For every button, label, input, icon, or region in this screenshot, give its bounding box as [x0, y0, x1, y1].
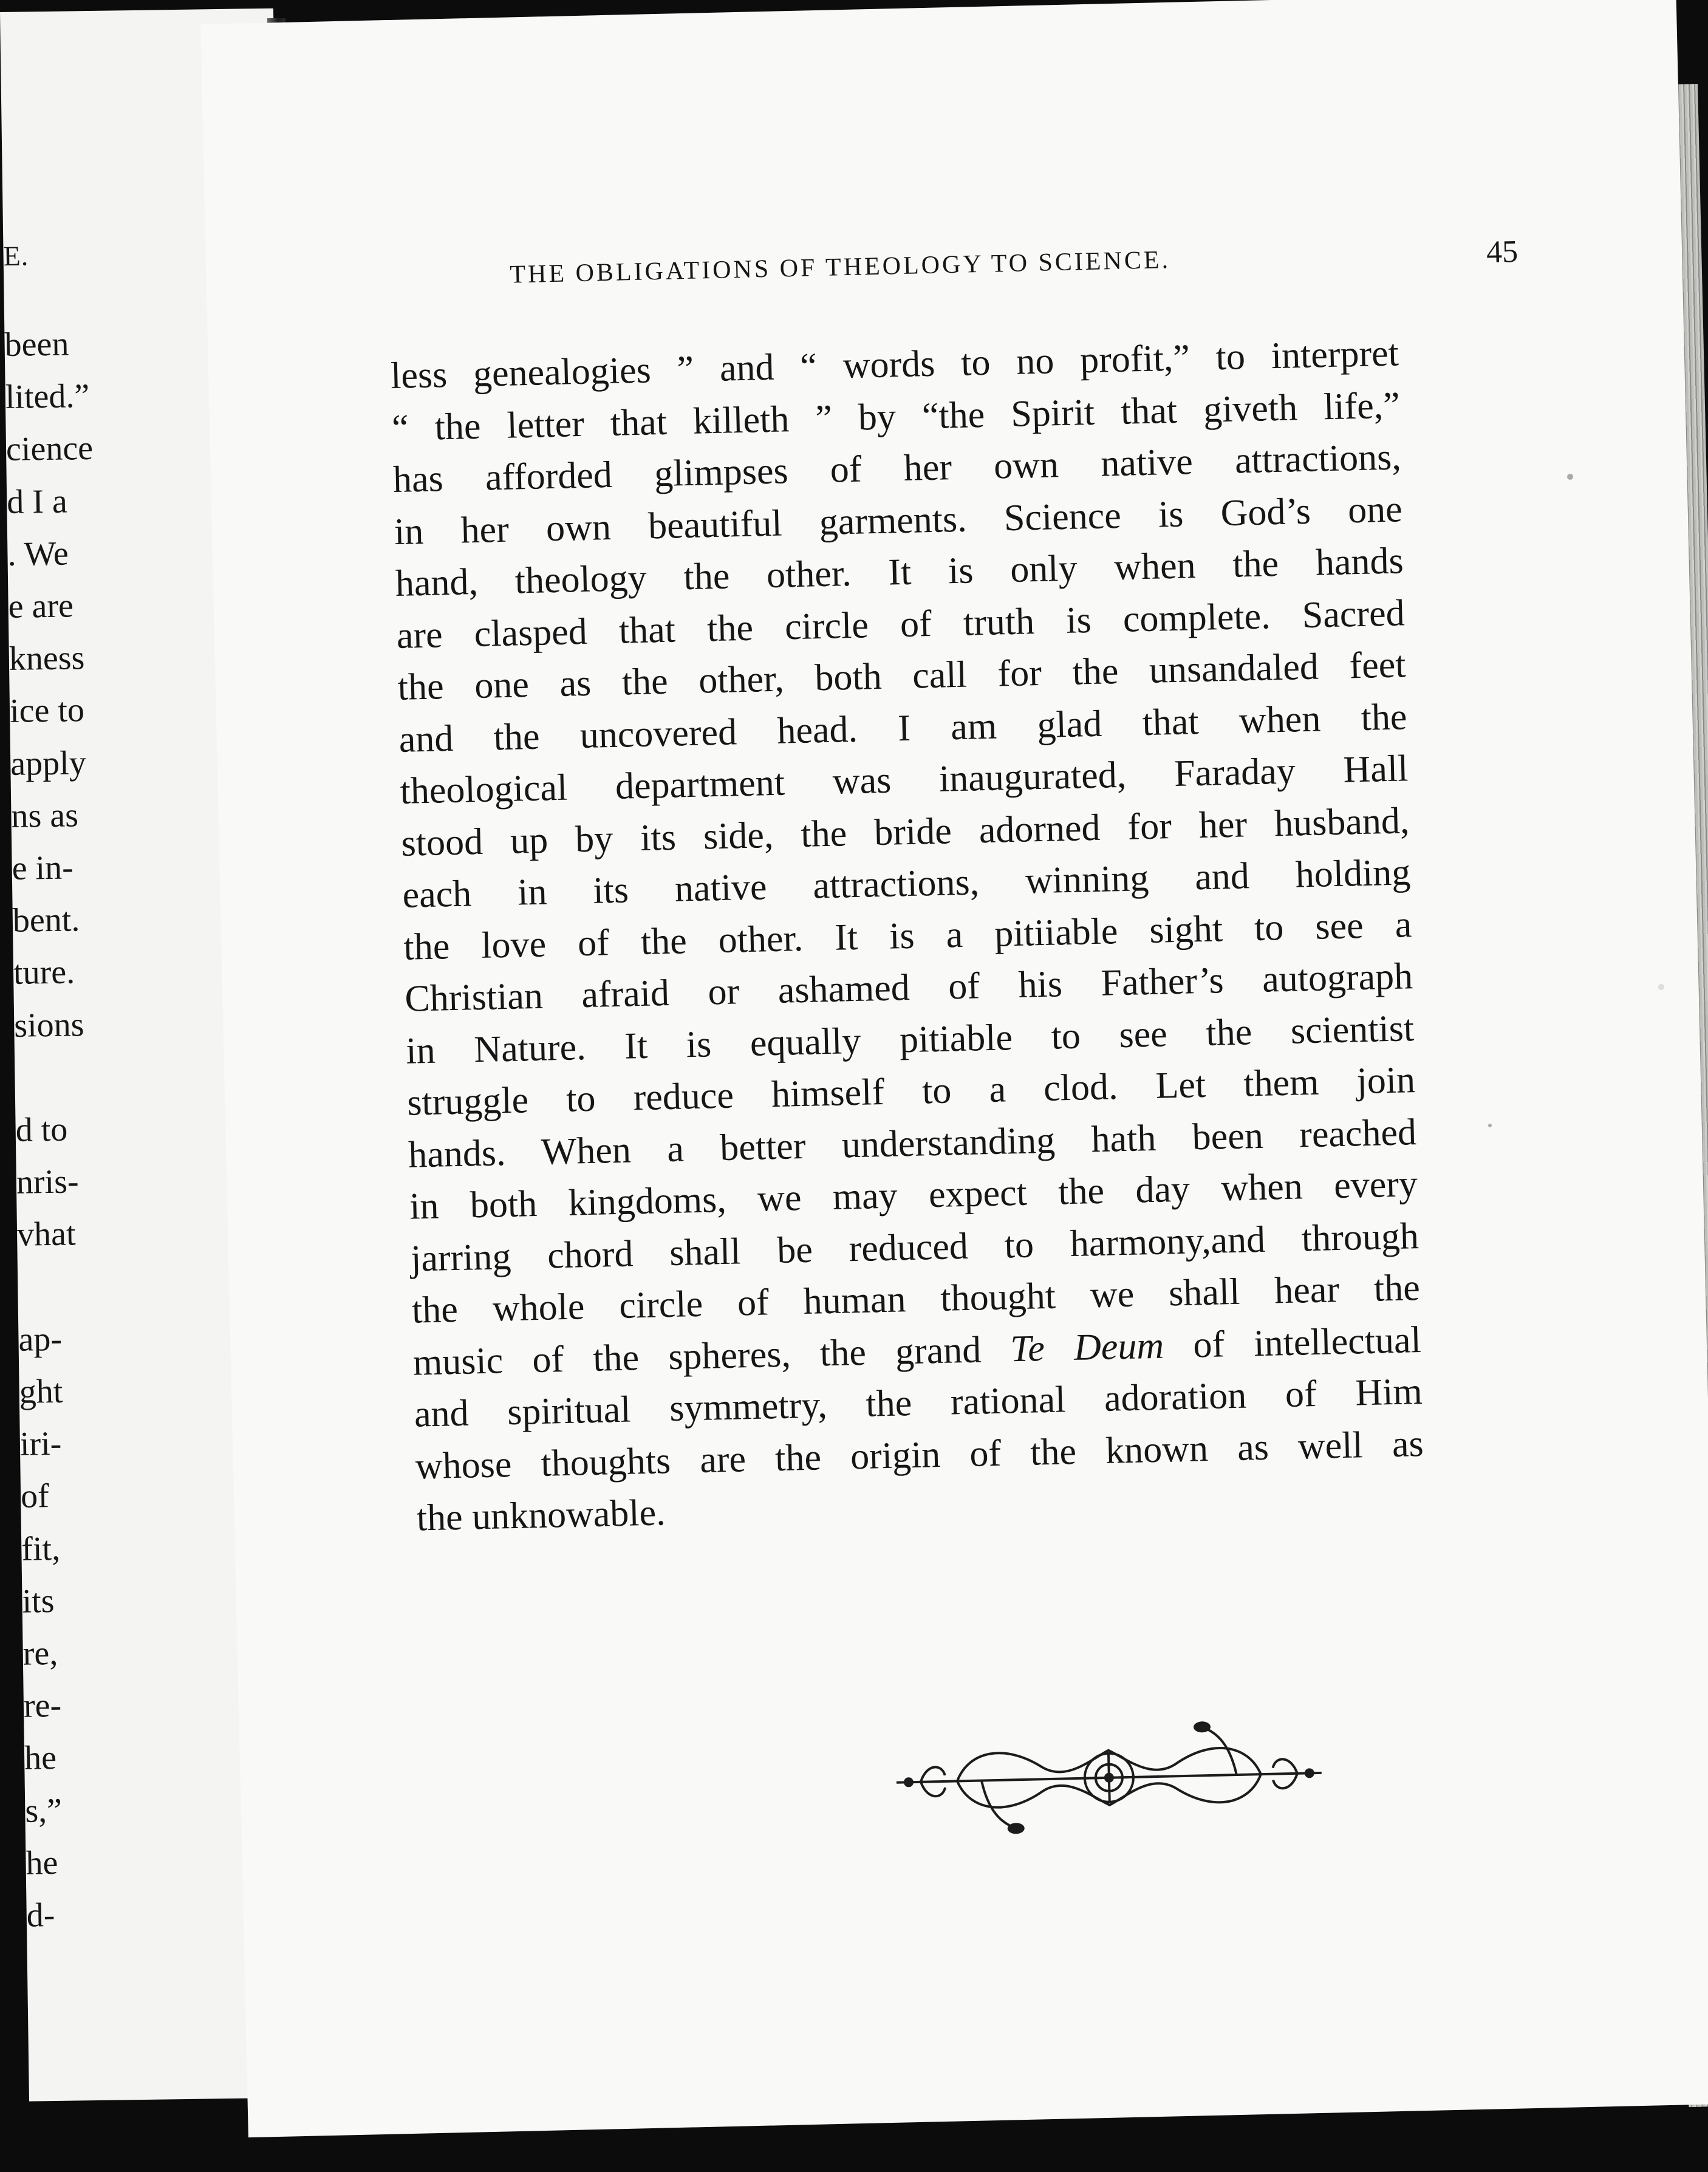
scan-speck	[1567, 474, 1573, 480]
text-line: jarring chord shall be reduced to harmony,and through	[410, 1215, 1419, 1280]
left-text-fragment: ns as	[11, 796, 79, 835]
left-text-fragment: e in-	[12, 849, 74, 887]
text-line: whose thoughts are the origin of the known as well as	[415, 1422, 1424, 1487]
left-text-fragment: e are	[8, 587, 74, 626]
text-line: has afforded glimpses of her own native attractions,	[392, 436, 1402, 500]
text-line	[412, 1319, 1422, 1384]
left-text-fragment: re,	[22, 1634, 58, 1673]
text-line: the love of the other. It is a pitiiable sight to see a	[403, 903, 1412, 968]
left-text-fragment: kness	[9, 639, 85, 678]
text-line: and spiritual symmetry, the rational adoration of Him	[414, 1370, 1423, 1435]
text-line: Christian afraid or ashamed of his Father’s autograph	[404, 955, 1413, 1020]
text-line: hands. When a better understanding hath been reached	[408, 1111, 1417, 1176]
page-header	[509, 234, 1518, 309]
text-line: the unknowable.	[416, 1492, 666, 1539]
left-text-fragment: he	[24, 1739, 57, 1778]
page-number: 45	[1486, 234, 1518, 270]
text-line: struggle to reduce himself to a clod. Let them join	[406, 1059, 1416, 1124]
text-line: in Nature. It is equally pitiable to see the scientist	[405, 1007, 1415, 1072]
left-page-header: E.	[3, 240, 29, 272]
left-page-text	[0, 9, 273, 1935]
left-text-fragment: ght	[19, 1372, 63, 1411]
left-text-fragment: re-	[23, 1687, 62, 1725]
left-text-fragment: apply	[10, 743, 87, 783]
text-line: are clasped that the circle of truth is complete. Sacred	[396, 592, 1406, 657]
left-text-fragment: been	[4, 325, 69, 364]
left-text-fragment: d I a	[6, 482, 68, 521]
left-text-fragment: iri-	[19, 1425, 62, 1463]
left-text-fragment: cience	[5, 429, 94, 469]
left-text-fragment: bent.	[12, 901, 80, 940]
left-text-fragment: ap-	[18, 1320, 63, 1359]
text-line: less genealogies ” and “ words to no profit,” to interpret	[390, 332, 1399, 397]
text-line: hand, theology the other. It is only when the hands	[395, 540, 1404, 604]
italic-phrase: Te Deum	[1009, 1325, 1164, 1370]
left-text-fragment: . We	[7, 534, 69, 573]
left-text-fragment: its	[22, 1582, 55, 1620]
text-line: each in its native attractions, winning and holding	[401, 852, 1411, 916]
scan-speck	[1488, 1124, 1492, 1127]
text-line: “ the letter that killeth ” by “the Spirit that giveth life,”	[391, 384, 1401, 449]
left-text-fragment: s,”	[24, 1791, 63, 1830]
text-line: stood up by its side, the bride adorned for her husband,	[400, 799, 1410, 864]
left-text-fragment: ture.	[13, 953, 75, 992]
running-title: THE OBLIGATIONS OF THEOLOGY TO SCIENCE.	[509, 245, 1171, 289]
right-page	[200, 0, 1708, 2137]
text-line: in her own beautiful garments. Science is God’s one	[394, 488, 1403, 553]
scan-speck	[1658, 984, 1664, 990]
text-line: theological department was inaugurated, Faraday Hall	[399, 748, 1409, 812]
text-segment: music of the spheres, the grand	[412, 1328, 1011, 1384]
text-segment: of intellectual	[1163, 1319, 1422, 1367]
left-text-fragment: d to	[15, 1110, 68, 1149]
left-text-fragment: d-	[26, 1896, 55, 1935]
text-line: in both kingdoms, we may expect the day when every	[409, 1163, 1418, 1228]
left-text-fragment: nris-	[16, 1163, 79, 1201]
left-text-fragment: fit,	[21, 1529, 61, 1568]
text-line: the one as the other, both call for the unsandaled feet	[397, 644, 1407, 708]
text-line: and the uncovered head. I am glad that when the	[398, 695, 1408, 760]
left-text-fragment: ice to	[9, 691, 85, 731]
left-text-fragment: of	[20, 1477, 50, 1516]
left-text-fragment: he	[26, 1843, 58, 1882]
left-text-fragment: sions	[13, 1005, 84, 1045]
left-text-fragment: lited.”	[5, 377, 90, 417]
text-line: the whole circle of human thought we shall hear the	[411, 1266, 1421, 1331]
left-text-fragment: vhat	[16, 1215, 76, 1254]
floral-ornament-icon	[883, 1712, 1335, 1843]
